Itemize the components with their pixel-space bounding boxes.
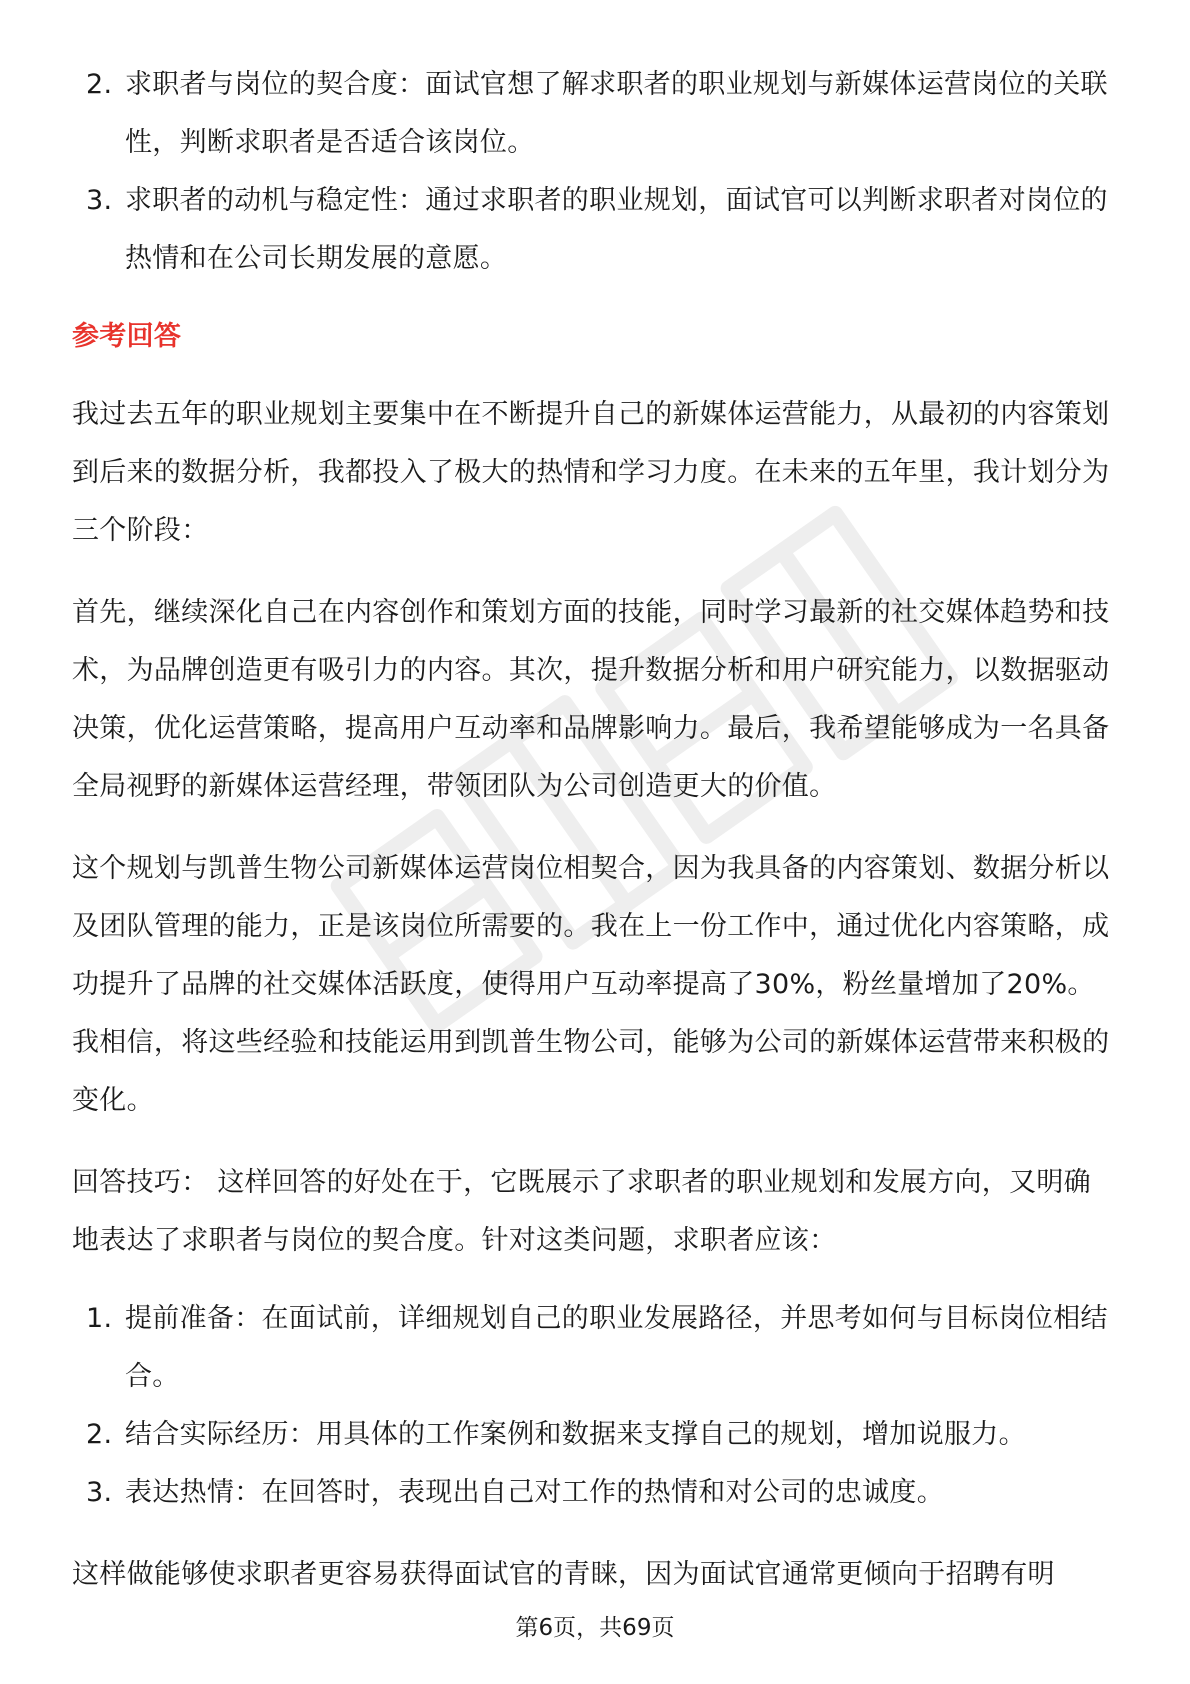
list-number: 3. [86, 185, 113, 216]
list-item [72, 56, 1118, 172]
paragraph-answer-tips: 回答技巧： 这样回答的好处在于，它既展示了求职者的职业规划和发展方向，又明确地表达了求职者与岗位的契合度。针对这类问题，求职者应该： [72, 1167, 1091, 1256]
intro-list [72, 56, 1118, 288]
tips-list [72, 1290, 1118, 1522]
list-text: 求职者与岗位的契合度：面试官想了解求职者的职业规划与新媒体运营岗位的关联性，判断求职者是否适合该岗位。 [125, 69, 1108, 158]
list-item [72, 1290, 1118, 1406]
list-text: 提前准备：在面试前，详细规划自己的职业发展路径，并思考如何与目标岗位相结合。 [125, 1303, 1108, 1392]
list-number: 3. [86, 1477, 113, 1508]
list-text: 结合实际经历：用具体的工作案例和数据来支撑自己的规划，增加说服力。 [125, 1419, 1026, 1450]
list-number: 2. [86, 69, 113, 100]
page-number-footer: 第6页，共69页 [515, 1615, 675, 1641]
list-item [72, 1406, 1118, 1464]
list-number: 1. [86, 1303, 113, 1334]
list-number: 2. [86, 1419, 113, 1450]
reference-answer-heading: 参考回答 [72, 321, 182, 352]
list-text: 求职者的动机与稳定性：通过求职者的职业规划，面试官可以判断求职者对岗位的热情和在公司长期发展的意愿。 [125, 185, 1108, 274]
paragraph-career-plan: 我过去五年的职业规划主要集中在不断提升自己的新媒体运营能力，从最初的内容策划到后来的数据分析，我都投入了极大的热情和学习力度。在未来的五年里，我计划分为三个阶段： [72, 399, 1110, 546]
document-body [72, 56, 1118, 1604]
list-item [72, 172, 1118, 288]
list-text: 表达热情：在回答时，表现出自己对工作的热情和对公司的忠诚度。 [125, 1477, 944, 1508]
paragraph-conclusion: 这样做能够使求职者更容易获得面试官的青睐，因为面试官通常更倾向于招聘有明 [72, 1559, 1055, 1590]
paragraph-job-fit: 这个规划与凯普生物公司新媒体运营岗位相契合，因为我具备的内容策划、数据分析以及团队管理的能力，正是该岗位所需要的。我在上一份工作中，通过优化内容策略，成功提升了品牌的社交媒体活跃度，使得用户互动率提高了30%，粉丝量增加了20%。我相信，将这些经验和技能运用到凯普生物公司，能够为公司的新媒体运营带来积极的变化。 [72, 853, 1110, 1116]
paragraph-three-stages: 首先，继续深化自己在内容创作和策划方面的技能，同时学习最新的社交媒体趋势和技术，为品牌创造更有吸引力的内容。其次，提升数据分析和用户研究能力，以数据驱动决策，优化运营策略，提高用户互动率和品牌影响力。最后，我希望能够成为一名具备全局视野的新媒体运营经理，带领团队为公司创造更大的价值。 [72, 597, 1110, 802]
list-item [72, 1464, 1118, 1522]
